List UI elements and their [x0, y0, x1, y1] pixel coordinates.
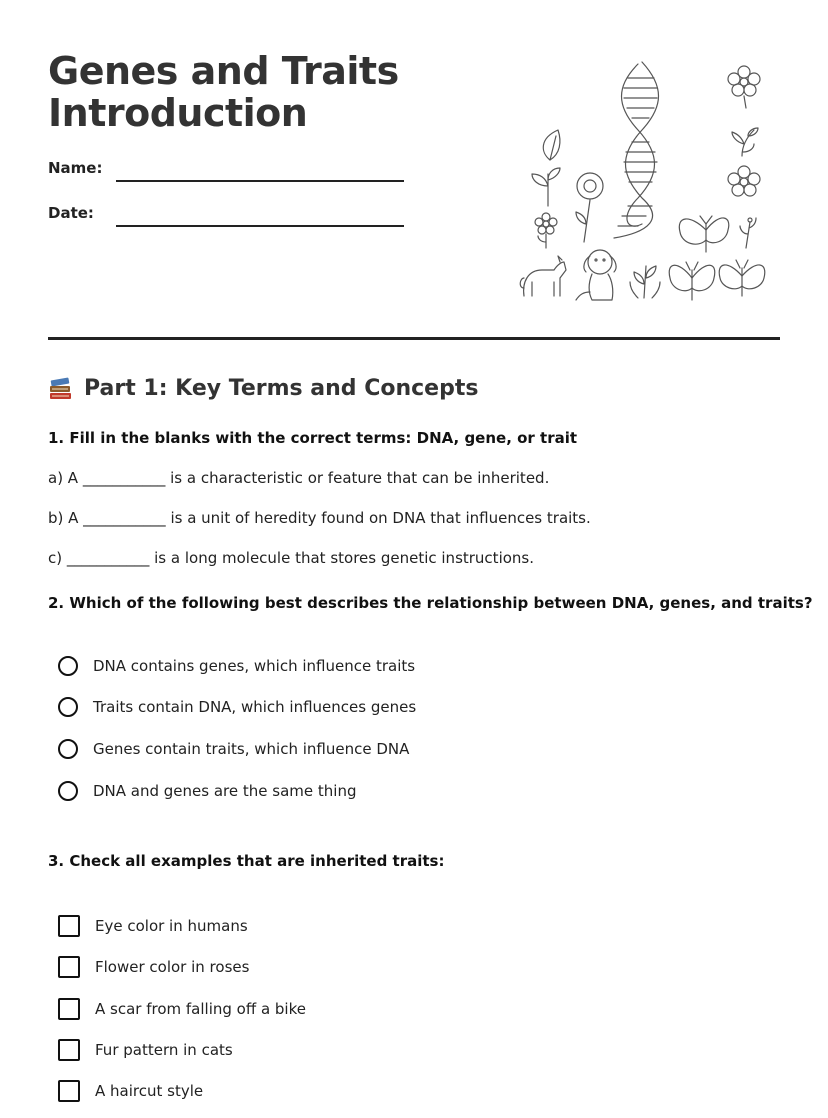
butterfly-icon	[669, 262, 715, 300]
small-flower-icon	[535, 213, 557, 248]
checkbox-option-label: Eye color in humans	[95, 917, 248, 935]
checkbox[interactable]	[58, 956, 80, 978]
name-label: Name:	[48, 159, 103, 177]
checkbox[interactable]	[58, 998, 80, 1020]
section-divider	[48, 337, 780, 340]
fill-blank-item-b[interactable]: b) A ___________ is a unit of heredity found on DNA that influences traits.	[48, 509, 591, 527]
checkbox-option-label: Flower color in roses	[95, 958, 250, 976]
checkbox-option-5[interactable]	[58, 1080, 203, 1102]
radio-option-1[interactable]	[58, 656, 415, 676]
checkbox-option-label: A haircut style	[95, 1082, 204, 1100]
checkbox-option-label: A scar from falling off a bike	[95, 1000, 306, 1018]
date-label: Date:	[48, 204, 94, 222]
checkbox-option-label: Fur pattern in cats	[95, 1041, 233, 1059]
radio-option-label: Genes contain traits, which influence DNA	[93, 740, 410, 758]
checkbox-option-3[interactable]	[58, 998, 306, 1020]
radio-button[interactable]	[58, 781, 78, 801]
radio-option-3[interactable]	[58, 739, 409, 759]
radio-option-label: Traits contain DNA, which influences genes	[93, 698, 417, 716]
plant-icon	[630, 266, 660, 298]
radio-option-2[interactable]	[58, 697, 416, 717]
flower-icon	[728, 66, 760, 108]
books-icon	[48, 376, 74, 402]
checkbox-option-1[interactable]	[58, 915, 248, 937]
sunflower-icon	[576, 173, 603, 242]
butterfly-icon	[719, 260, 765, 296]
question-2-prompt: 2. Which of the following best describes the relationship between DNA, genes, and traits?	[48, 594, 813, 612]
cat-icon	[520, 256, 566, 296]
title-line-1: Genes and Traits	[48, 49, 399, 93]
dog-icon	[576, 250, 616, 300]
checkbox[interactable]	[58, 1080, 80, 1102]
question-1-prompt: 1. Fill in the blanks with the correct terms: DNA, gene, or trait	[48, 429, 578, 447]
section-title	[48, 374, 478, 404]
checkbox[interactable]	[58, 915, 80, 937]
sprig-icon	[732, 128, 758, 156]
radio-option-4[interactable]	[58, 781, 356, 801]
radio-option-label: DNA contains genes, which influence traits	[93, 657, 416, 675]
sprig-icon	[740, 218, 756, 248]
checkbox[interactable]	[58, 1039, 80, 1061]
radio-button[interactable]	[58, 656, 78, 676]
question-3-prompt: 3. Check all examples that are inherited traits:	[48, 852, 445, 870]
radio-option-label: DNA and genes are the same thing	[93, 782, 357, 800]
title-line-2: Introduction	[48, 91, 308, 135]
date-field[interactable]	[116, 225, 404, 227]
fill-blank-item-a[interactable]: a) A ___________ is a characteristic or feature that can be inherited.	[48, 469, 550, 487]
section-title-text: Part 1: Key Terms and Concepts	[84, 376, 479, 401]
dna-helix-icon	[614, 62, 659, 238]
flower-icon	[728, 166, 760, 196]
page-title	[48, 50, 399, 134]
radio-button[interactable]	[58, 739, 78, 759]
checkbox-option-2[interactable]	[58, 956, 249, 978]
fill-blank-item-c[interactable]: c) ___________ is a long molecule that stores genetic instructions.	[48, 549, 534, 567]
name-field[interactable]	[116, 180, 404, 182]
plant-icon	[532, 168, 560, 206]
butterfly-icon	[679, 216, 728, 252]
checkbox-option-4[interactable]	[58, 1039, 233, 1061]
leaf-icon	[543, 130, 560, 160]
radio-button[interactable]	[58, 697, 78, 717]
dna-plants-animals-illustration	[514, 56, 778, 308]
